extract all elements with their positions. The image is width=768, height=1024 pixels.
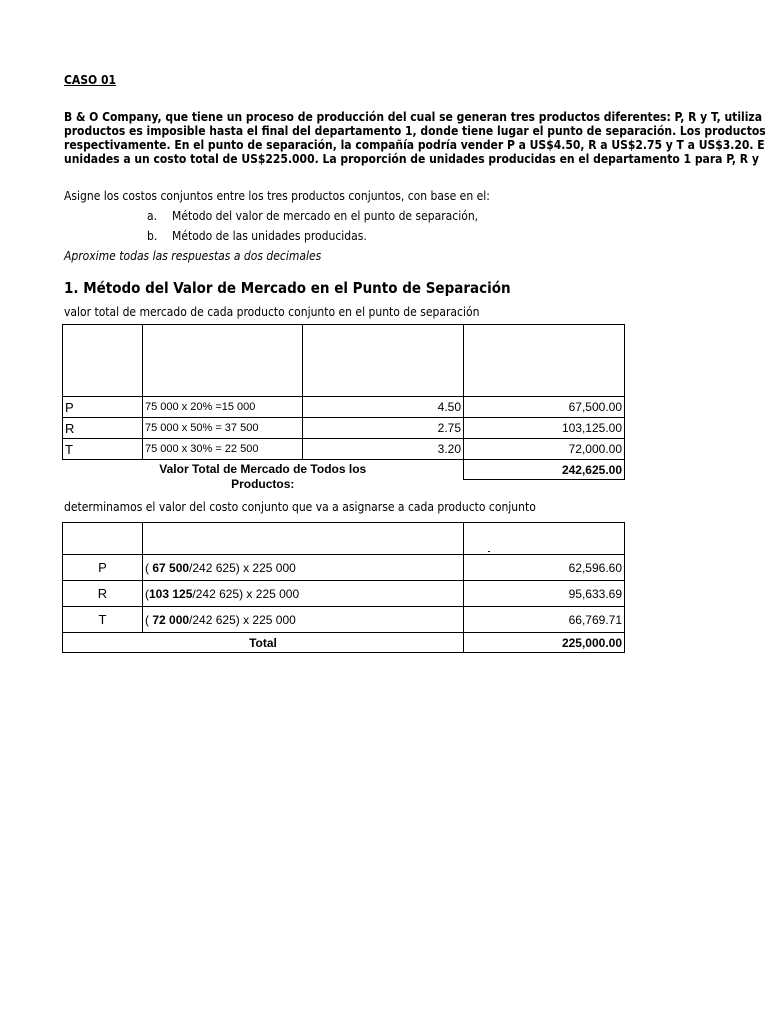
formula-cell bbox=[143, 581, 464, 607]
note: Aproxime todas las respuestas a dos decimales bbox=[64, 249, 322, 263]
allocated-cost-cell: 62,596.60 bbox=[464, 555, 625, 581]
total-label-continuation: Productos: bbox=[231, 477, 295, 491]
intro-line: B & O Company, que tiene un proceso de producción del cual se generan tres productos diferentes: P, R y T, utiliza bbox=[64, 110, 762, 124]
method-a-text: Método del valor de mercado en el punto de separación, bbox=[172, 209, 479, 223]
intro-line: productos es imposible hasta el final del departamento 1, donde tiene lugar el punto de separación. Los productos bbox=[64, 124, 766, 138]
table-row bbox=[63, 607, 625, 633]
instruction: Asigne los costos conjuntos entre los tres productos conjuntos, con base en el: bbox=[64, 189, 490, 203]
units-cell: 75 000 x 50% = 37 500 bbox=[143, 418, 303, 439]
formula-market-value: 67 500 bbox=[152, 560, 190, 575]
value-cell: 103,125.00 bbox=[464, 418, 625, 439]
product-cell: R bbox=[63, 581, 143, 607]
total-label: Total bbox=[63, 633, 464, 653]
total-value: 225,000.00 bbox=[464, 633, 625, 653]
table-row bbox=[63, 439, 625, 460]
price-cell: 4.50 bbox=[303, 397, 464, 418]
joint-cost-table bbox=[62, 522, 625, 653]
section1-title: 1. Método del Valor de Mercado en el Punto de Separación bbox=[64, 279, 511, 297]
product-cell: R bbox=[63, 418, 143, 439]
formula-open: ( bbox=[145, 586, 149, 601]
formula-cell bbox=[143, 555, 464, 581]
formula-cell bbox=[143, 607, 464, 633]
method-b-text: Método de las unidades producidas. bbox=[172, 229, 367, 243]
table-header-row bbox=[63, 325, 625, 397]
units-cell: 75 000 x 30% = 22 500 bbox=[143, 439, 303, 460]
header-mark bbox=[488, 551, 490, 552]
formula-rest: /242 625) x 225 000 bbox=[189, 560, 296, 575]
header-cell bbox=[143, 523, 464, 555]
section1-subtitle: valor total de mercado de cada producto conjunto en el punto de separación bbox=[64, 305, 480, 319]
header-cell bbox=[63, 325, 143, 397]
header-cell bbox=[464, 523, 625, 555]
method-a-marker: a. bbox=[147, 209, 158, 223]
table-row bbox=[63, 555, 625, 581]
total-label: Valor Total de Mercado de Todos los bbox=[159, 462, 367, 476]
intro-line: unidades a un costo total de US$225.000. La proporción de unidades producidas en el departamento 1 para P, R y bbox=[64, 152, 759, 166]
table-total-row bbox=[63, 460, 625, 480]
table-row bbox=[63, 418, 625, 439]
formula-open: ( bbox=[145, 560, 153, 575]
total-label-cell bbox=[63, 460, 464, 491]
total-value: 242,625.00 bbox=[464, 460, 625, 480]
product-cell: T bbox=[63, 607, 143, 633]
method-b-marker: b. bbox=[147, 229, 158, 243]
table-header-row bbox=[63, 523, 625, 555]
value-cell: 67,500.00 bbox=[464, 397, 625, 418]
formula-market-value: 103 125 bbox=[149, 586, 193, 601]
case-title: CASO 01 bbox=[64, 73, 117, 87]
formula-rest: /242 625) x 225 000 bbox=[189, 612, 296, 627]
table-total-row bbox=[63, 633, 625, 653]
header-cell bbox=[303, 325, 464, 397]
value-cell: 72,000.00 bbox=[464, 439, 625, 460]
product-cell: P bbox=[63, 397, 143, 418]
allocated-cost-cell: 95,633.69 bbox=[464, 581, 625, 607]
section2-subtitle: determinamos el valor del costo conjunto que va a asignarse a cada producto conjunto bbox=[64, 500, 536, 514]
header-cell bbox=[143, 325, 303, 397]
product-cell: P bbox=[63, 555, 143, 581]
allocated-cost-cell: 66,769.71 bbox=[464, 607, 625, 633]
intro-paragraph bbox=[64, 110, 766, 166]
units-cell: 75 000 x 20% =15 000 bbox=[143, 397, 303, 418]
formula-rest: /242 625) x 225 000 bbox=[192, 586, 300, 601]
intro-line: respectivamente. En el punto de separación, la compañía podría vender P a US$4.50, R a US$2.75 y T a US$3.20. E bbox=[64, 138, 765, 152]
table-row bbox=[63, 397, 625, 418]
price-cell: 3.20 bbox=[303, 439, 464, 460]
market-value-table bbox=[62, 324, 625, 491]
product-cell: T bbox=[63, 439, 143, 460]
table-row bbox=[63, 581, 625, 607]
price-cell: 2.75 bbox=[303, 418, 464, 439]
formula-market-value: 72 000 bbox=[152, 612, 190, 627]
formula-open: ( bbox=[145, 612, 153, 627]
header-cell bbox=[63, 523, 143, 555]
header-cell bbox=[464, 325, 625, 397]
